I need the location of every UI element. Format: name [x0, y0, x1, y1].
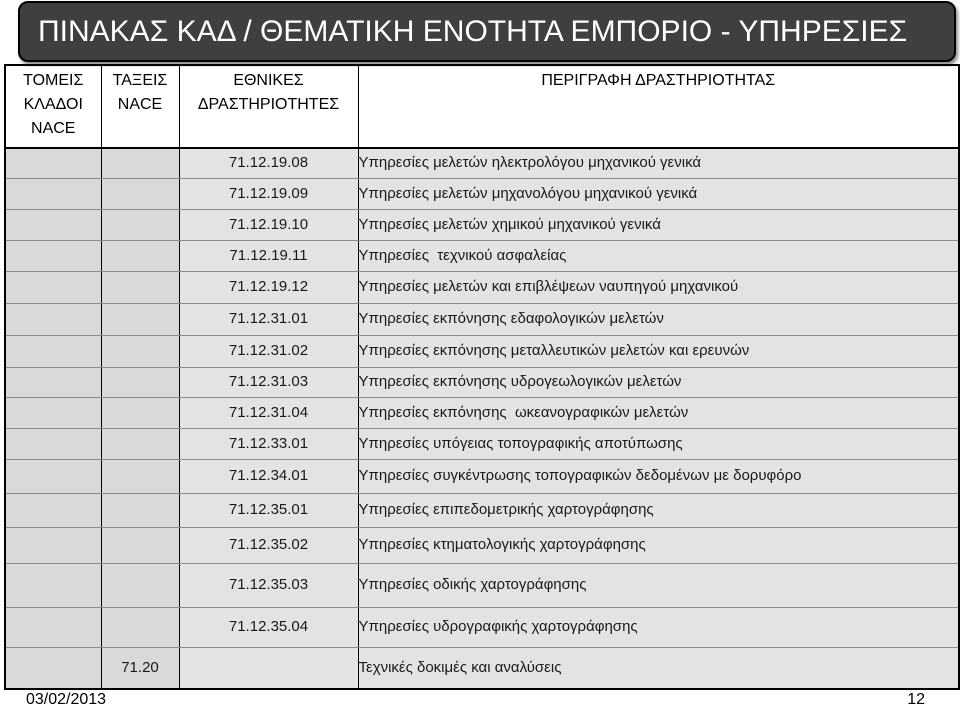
- title-banner: [18, 1, 956, 62]
- sector-cell: [5, 271, 101, 303]
- class-cell: [101, 303, 179, 335]
- header-national-activities: ΕΘΝΙΚΕΣ ΔΡΑΣΤΗΡΙΟΤΗΤΕΣ: [179, 65, 358, 148]
- header-description: ΠΕΡΙΓΡΑΦΗ ΔΡΑΣΤΗΡΙΟΤΗΤΑΣ: [358, 65, 959, 148]
- class-cell: [101, 148, 179, 178]
- class-cell: [101, 335, 179, 367]
- sector-cell: [5, 303, 101, 335]
- description-cell: Υπηρεσίες εκπόνησης μεταλλευτικών μελετών και ερευνών: [358, 335, 959, 367]
- class-cell: [101, 397, 179, 428]
- class-cell: [101, 209, 179, 240]
- sector-cell: [5, 148, 101, 178]
- table-row: [5, 459, 959, 493]
- description-cell: Υπηρεσίες οδικής χαρτογράφησης: [358, 563, 959, 607]
- table-row: [5, 397, 959, 428]
- class-cell: [101, 493, 179, 527]
- table-row: [5, 493, 959, 527]
- table-row: [5, 209, 959, 240]
- table-row: [5, 303, 959, 335]
- sector-cell: [5, 493, 101, 527]
- sector-cell: [5, 647, 101, 689]
- sector-cell: [5, 240, 101, 271]
- class-cell: [101, 271, 179, 303]
- page-number: 12: [907, 691, 925, 708]
- code-cell: 71.12.19.09: [179, 178, 358, 209]
- code-cell: 71.12.19.08: [179, 148, 358, 178]
- code-cell: 71.12.31.02: [179, 335, 358, 367]
- table-row: [5, 271, 959, 303]
- description-cell: Υπηρεσίες μελετών και επιβλέψεων ναυπηγού μηχανικού: [358, 271, 959, 303]
- description-cell: Υπηρεσίες τεχνικού ασφαλείας: [358, 240, 959, 271]
- sector-cell: [5, 367, 101, 397]
- description-cell: Υπηρεσίες κτηματολογικής χαρτογράφησης: [358, 527, 959, 563]
- kad-table: [4, 64, 960, 690]
- table-row: [5, 428, 959, 459]
- code-cell: [179, 647, 358, 689]
- table-row: [5, 178, 959, 209]
- class-cell: [101, 459, 179, 493]
- sector-cell: [5, 397, 101, 428]
- table-row: [5, 148, 959, 178]
- class-cell: [101, 428, 179, 459]
- description-cell: Υπηρεσίες επιπεδομετρικής χαρτογράφησης: [358, 493, 959, 527]
- code-cell: 71.12.35.02: [179, 527, 358, 563]
- table-row: [5, 240, 959, 271]
- sector-cell: [5, 527, 101, 563]
- class-cell: [101, 367, 179, 397]
- sector-cell: [5, 209, 101, 240]
- header-classes: ΤΑΞΕΙΣ NACE: [101, 65, 179, 148]
- description-cell: Υπηρεσίες εκπόνησης υδρογεωλογικών μελετών: [358, 367, 959, 397]
- sector-cell: [5, 178, 101, 209]
- header-row: [5, 65, 959, 148]
- header-sectors: ΤΟΜΕΙΣ ΚΛΑΔΟΙ NACE: [5, 65, 101, 148]
- class-cell: [101, 607, 179, 647]
- code-cell: 71.12.19.11: [179, 240, 358, 271]
- code-cell: 71.12.35.01: [179, 493, 358, 527]
- table-row: [5, 527, 959, 563]
- code-cell: 71.12.19.12: [179, 271, 358, 303]
- class-cell: [101, 240, 179, 271]
- description-cell: Υπηρεσίες εκπόνησης εδαφολογικών μελετών: [358, 303, 959, 335]
- description-cell: Υπηρεσίες συγκέντρωσης τοπογραφικών δεδομένων με δορυφόρο: [358, 459, 959, 493]
- class-cell: 71.20: [101, 647, 179, 689]
- table-row: [5, 367, 959, 397]
- code-cell: 71.12.35.04: [179, 607, 358, 647]
- sector-cell: [5, 428, 101, 459]
- sector-cell: [5, 607, 101, 647]
- description-cell: Υπηρεσίες μελετών μηχανολόγου μηχανικού γενικά: [358, 178, 959, 209]
- code-cell: 71.12.19.10: [179, 209, 358, 240]
- table-row: [5, 335, 959, 367]
- code-cell: 71.12.31.03: [179, 367, 358, 397]
- code-cell: 71.12.33.01: [179, 428, 358, 459]
- code-cell: 71.12.31.04: [179, 397, 358, 428]
- code-cell: 71.12.31.01: [179, 303, 358, 335]
- sector-cell: [5, 335, 101, 367]
- description-cell: Υπηρεσίες εκπόνησης ωκεανογραφικών μελετών: [358, 397, 959, 428]
- description-cell: Υπηρεσίες μελετών χημικού μηχανικού γενικά: [358, 209, 959, 240]
- table-row: [5, 563, 959, 607]
- description-cell: Τεχνικές δοκιμές και αναλύσεις: [358, 647, 959, 689]
- description-cell: Υπηρεσίες μελετών ηλεκτρολόγου μηχανικού γενικά: [358, 148, 959, 178]
- sector-cell: [5, 459, 101, 493]
- code-cell: 71.12.35.03: [179, 563, 358, 607]
- code-cell: 71.12.34.01: [179, 459, 358, 493]
- class-cell: [101, 563, 179, 607]
- class-cell: [101, 527, 179, 563]
- description-cell: Υπηρεσίες υδρογραφικής χαρτογράφησης: [358, 607, 959, 647]
- class-cell: [101, 178, 179, 209]
- footer-date: 03/02/2013: [26, 691, 107, 708]
- description-cell: Υπηρεσίες υπόγειας τοπογραφικής αποτύπωσης: [358, 428, 959, 459]
- table-row: [5, 647, 959, 689]
- slide-title: ΠΙΝΑΚΑΣ ΚΑΔ / ΘΕΜΑΤΙΚΗ ΕΝΟΤΗΤΑ ΕΜΠΟΡΙΟ - ΥΠΗΡΕΣΙΕΣ: [38, 14, 908, 48]
- table-row: [5, 607, 959, 647]
- sector-cell: [5, 563, 101, 607]
